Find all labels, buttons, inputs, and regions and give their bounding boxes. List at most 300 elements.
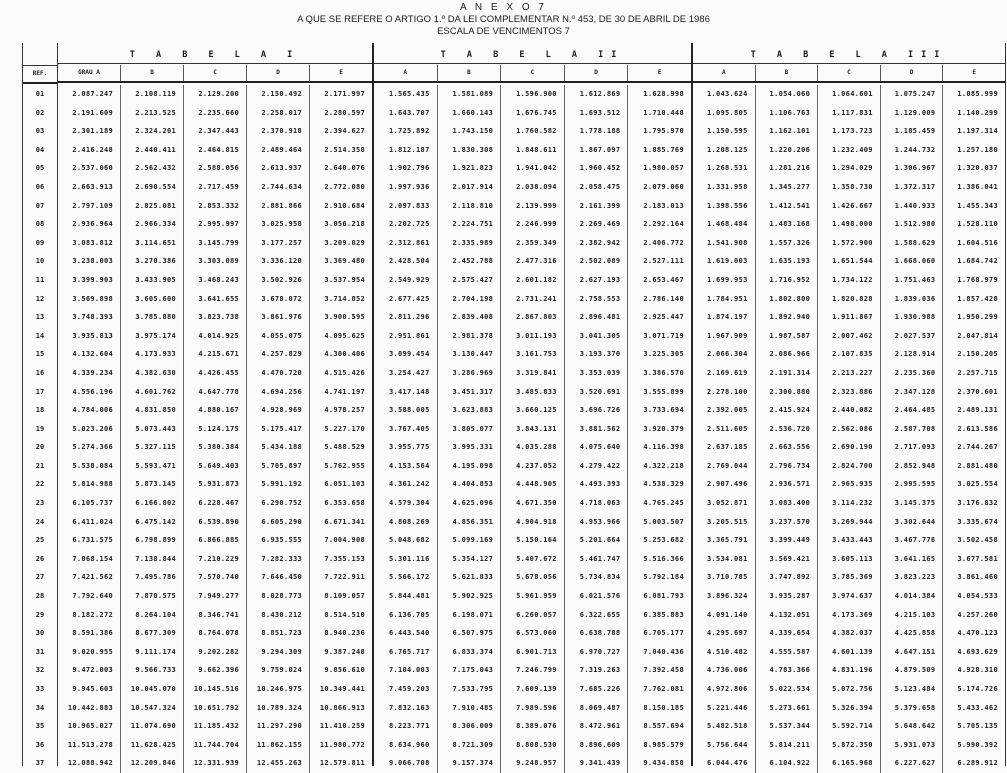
- table-cell: 2.587.708: [881, 420, 944, 439]
- table-cell: 2.824.700: [818, 457, 881, 476]
- table-cell: 7.210.229: [184, 550, 247, 569]
- col-header: D: [881, 65, 944, 81]
- table-cell: 1.129.009: [881, 104, 944, 123]
- table-cell: 1.426.667: [818, 197, 881, 216]
- table-cell: 1.911.867: [818, 308, 881, 327]
- table-cell: 3.145.799: [184, 234, 247, 253]
- table-cell: 2.347.443: [184, 122, 247, 141]
- table-cell: 8.150.185: [643, 703, 684, 712]
- table-row: [693, 345, 1005, 364]
- table-row: [693, 197, 1005, 216]
- table-cell: 2.925.447: [643, 313, 684, 322]
- table-cell: 7.646.450: [247, 568, 310, 587]
- table-row: [693, 420, 1005, 439]
- table-cell: 3.605.600: [121, 290, 184, 309]
- table-cell: 3.177.257: [247, 234, 310, 253]
- ref-column: [22, 43, 58, 766]
- table-cell: 2.995.595: [881, 475, 944, 494]
- table-cell: 2.415.924: [756, 401, 819, 420]
- ref-cell: 11: [35, 275, 45, 284]
- table-cell: 9.662.396: [184, 661, 247, 680]
- table-cell: 1.140.299: [957, 108, 998, 117]
- table-cell: 8.430.212: [247, 606, 310, 625]
- ref-body: [23, 85, 57, 773]
- ref-cell: 35: [35, 722, 45, 731]
- table-row: [693, 736, 1005, 755]
- table-row: [693, 308, 1005, 327]
- table-cell: 2.514.358: [324, 145, 365, 154]
- table-cell: 8.677.309: [121, 624, 184, 643]
- table-cell: 7.989.596: [501, 699, 565, 718]
- table-row: [58, 383, 372, 402]
- table-row: [693, 234, 1005, 253]
- table-cell: 1.950.299: [957, 313, 998, 322]
- ref-cell: 13: [35, 313, 45, 322]
- table-row: [374, 531, 691, 550]
- table-row: [374, 141, 691, 160]
- salary-scale-sheet: [22, 43, 1007, 766]
- table-cell: 6.705.177: [643, 629, 684, 638]
- table-cell: 2.936.964: [58, 215, 121, 234]
- table-cell: 7.138.844: [121, 550, 184, 569]
- table-cell: 1.857.428: [957, 294, 998, 303]
- table-row: [693, 401, 1005, 420]
- table-row: [693, 754, 1005, 773]
- table-cell: 3.502.458: [957, 536, 998, 545]
- table-cell: 9.387.248: [324, 647, 365, 656]
- table-cell: 11.980.772: [319, 740, 365, 749]
- table-cell: 2.464.485: [881, 401, 944, 420]
- table-row: [58, 104, 372, 123]
- table-row: [374, 494, 691, 513]
- table-cell: 5.301.116: [374, 550, 438, 569]
- tabela-iii: [693, 43, 1006, 766]
- table-cell: 3.399.903: [58, 271, 121, 290]
- table-row: [374, 661, 691, 680]
- table-row: [58, 122, 372, 141]
- table-cell: 1.902.796: [374, 159, 438, 178]
- ref-cell: 19: [35, 424, 45, 433]
- table-cell: 2.370.918: [247, 122, 310, 141]
- table-row: [58, 606, 372, 625]
- table-cell: 5.734.834: [565, 568, 629, 587]
- table-cell: 7.570.740: [184, 568, 247, 587]
- table-cell: 6.539.890: [184, 513, 247, 532]
- table-cell: 3.677.581: [957, 554, 998, 563]
- table-cell: 3.099.454: [374, 345, 438, 364]
- table-cell: 2.907.496: [693, 475, 756, 494]
- table-cell: 3.748.393: [58, 308, 121, 327]
- table-cell: 1.117.831: [818, 104, 881, 123]
- table-cell: 2.786.140: [643, 294, 684, 303]
- table-row: [693, 568, 1005, 587]
- table-row: [58, 457, 372, 476]
- table-cell: 4.493.393: [565, 475, 629, 494]
- table-cell: 1.830.308: [438, 141, 502, 160]
- table-cell: 4.538.329: [643, 480, 684, 489]
- table-cell: 9.472.003: [58, 661, 121, 680]
- table-row: [693, 624, 1005, 643]
- table-cell: 10.651.792: [184, 699, 247, 718]
- col-header: C: [184, 65, 247, 81]
- table-cell: 2.981.378: [438, 327, 502, 346]
- ref-cell: 09: [35, 238, 45, 247]
- table-cell: 3.733.694: [643, 406, 684, 415]
- table-cell: 2.717.459: [184, 178, 247, 197]
- table-row: [58, 252, 372, 271]
- col-header: E: [339, 69, 343, 76]
- table-cell: 12.209.846: [121, 754, 184, 773]
- table-cell: 2.382.942: [565, 234, 629, 253]
- table-cell: 5.537.344: [756, 717, 819, 736]
- table-cell: 11.862.155: [247, 736, 310, 755]
- ref-cell: 23: [35, 499, 45, 508]
- table-cell: 2.097.833: [374, 197, 438, 216]
- table-row: [374, 420, 691, 439]
- table-cell: 4.237.052: [501, 457, 565, 476]
- table-cell: 4.647.151: [881, 643, 944, 662]
- table-cell: 2.169.619: [693, 364, 756, 383]
- table-row: [58, 401, 372, 420]
- table-cell: 9.759.024: [247, 661, 310, 680]
- table-cell: 2.202.725: [374, 215, 438, 234]
- table-cell: 6.866.885: [184, 531, 247, 550]
- table-cell: 7.495.786: [121, 568, 184, 587]
- table-cell: 1.619.003: [693, 252, 756, 271]
- ref-cell: 12: [35, 294, 45, 303]
- table-row: [693, 271, 1005, 290]
- table-cell: 1.760.582: [501, 122, 565, 141]
- table-cell: 2.213.525: [121, 104, 184, 123]
- table-cell: 1.643.707: [374, 104, 438, 123]
- table-cell: 5.073.443: [121, 420, 184, 439]
- table-row: [58, 699, 372, 718]
- table-cell: 1.257.180: [957, 145, 998, 154]
- table-cell: 5.023.206: [58, 420, 121, 439]
- table-cell: 4.014.384: [881, 587, 944, 606]
- table-cell: 3.238.003: [58, 252, 121, 271]
- table-cell: 4.470.720: [247, 364, 310, 383]
- table-row: [58, 475, 372, 494]
- table-cell: 4.904.918: [501, 513, 565, 532]
- table-row: [693, 699, 1005, 718]
- table-row: [374, 178, 691, 197]
- table-cell: 2.704.198: [438, 290, 502, 309]
- table-cell: 3.555.899: [643, 387, 684, 396]
- table-cell: 5.003.507: [643, 517, 684, 526]
- table-cell: 8.764.078: [184, 624, 247, 643]
- table-cell: 4.953.966: [565, 513, 629, 532]
- table-row: [693, 252, 1005, 271]
- table-cell: 2.150.205: [957, 350, 998, 359]
- table-cell: 6.081.793: [643, 592, 684, 601]
- table-cell: 4.831.850: [121, 401, 184, 420]
- table-cell: 2.347.128: [881, 383, 944, 402]
- ref-cell: 27: [35, 573, 45, 582]
- table-cell: 3.785.880: [121, 308, 184, 327]
- table-row: [374, 587, 691, 606]
- table-row: [693, 587, 1005, 606]
- ref-cell: 25: [35, 536, 45, 545]
- table-cell: 4.784.006: [58, 401, 121, 420]
- table-cell: 2.278.100: [693, 383, 756, 402]
- table-cell: 2.392.005: [693, 401, 756, 420]
- table-cell: 4.425.858: [881, 624, 944, 643]
- table-cell: 5.354.127: [438, 550, 502, 569]
- table-cell: 5.124.175: [184, 420, 247, 439]
- table-cell: 2.966.334: [121, 215, 184, 234]
- table-cell: 9.020.955: [58, 643, 121, 662]
- table-cell: 8.109.057: [324, 592, 365, 601]
- table-cell: 6.573.060: [501, 624, 565, 643]
- table-row: [374, 364, 691, 383]
- table-cell: 5.648.642: [881, 717, 944, 736]
- table-cell: 3.209.029: [324, 238, 365, 247]
- table-row: [374, 717, 691, 736]
- table-cell: 1.306.967: [881, 159, 944, 178]
- tabela-i-body: [58, 85, 372, 773]
- table-cell: 2.811.296: [374, 308, 438, 327]
- table-cell: 1.660.143: [438, 104, 502, 123]
- table-cell: 6.198.071: [438, 606, 502, 625]
- table-cell: 2.951.861: [374, 327, 438, 346]
- table-row: [58, 420, 372, 439]
- table-cell: 5.762.955: [324, 461, 365, 470]
- table-row: [58, 159, 372, 178]
- table-row: [374, 104, 691, 123]
- table-cell: 7.355.153: [324, 554, 365, 563]
- table-cell: 6.638.788: [565, 624, 629, 643]
- table-cell: 9.248.957: [501, 754, 565, 773]
- table-row: [374, 736, 691, 755]
- table-cell: 3.145.375: [881, 494, 944, 513]
- ref-cell: 18: [35, 406, 45, 415]
- ref-cell: 32: [35, 666, 45, 675]
- table-cell: 1.095.805: [693, 104, 756, 123]
- table-cell: 7.068.154: [58, 550, 121, 569]
- table-cell: 7.533.795: [438, 680, 502, 699]
- table-cell: 3.955.775: [374, 438, 438, 457]
- table-row: [374, 513, 691, 532]
- table-cell: 2.058.475: [565, 178, 629, 197]
- table-cell: 4.215.671: [184, 345, 247, 364]
- table-cell: 2.537.060: [58, 159, 121, 178]
- table-row: [693, 364, 1005, 383]
- table-cell: 2.452.788: [438, 252, 502, 271]
- table-cell: 5.433.462: [957, 703, 998, 712]
- table-cell: 12.455.263: [247, 754, 310, 773]
- table-cell: 11.744.704: [184, 736, 247, 755]
- table-cell: 4.647.778: [184, 383, 247, 402]
- table-cell: 5.150.164: [501, 531, 565, 550]
- table-cell: 8.721.309: [438, 736, 502, 755]
- table-cell: 3.623.883: [438, 401, 502, 420]
- table-cell: 1.874.197: [693, 308, 756, 327]
- table-cell: 1.232.409: [818, 141, 881, 160]
- table-cell: 2.079.060: [643, 182, 684, 191]
- table-cell: 4.382.630: [121, 364, 184, 383]
- table-cell: 7.392.458: [643, 666, 684, 675]
- table-cell: 4.856.351: [438, 513, 502, 532]
- table-cell: 3.975.174: [121, 327, 184, 346]
- table-cell: 3.537.954: [324, 275, 365, 284]
- table-cell: 3.225.305: [643, 350, 684, 359]
- table-cell: 6.228.467: [184, 494, 247, 513]
- table-cell: 3.995.331: [438, 438, 502, 457]
- table-cell: 7.104.003: [374, 661, 438, 680]
- ref-cell: 37: [35, 759, 45, 768]
- table-row: [58, 364, 372, 383]
- ref-cell: 20: [35, 443, 45, 452]
- table-row: [58, 308, 372, 327]
- table-cell: 4.470.123: [957, 629, 998, 638]
- table-cell: 4.972.806: [693, 680, 756, 699]
- table-cell: 10.045.070: [121, 680, 184, 699]
- table-cell: 3.205.515: [693, 513, 756, 532]
- table-cell: 6.731.575: [58, 531, 121, 550]
- ref-cell: 22: [35, 480, 45, 489]
- table-cell: 5.756.644: [693, 736, 756, 755]
- tabela-i-title: T A B E L A I: [58, 47, 372, 64]
- table-cell: 3.843.131: [501, 420, 565, 439]
- table-cell: 10.866.913: [319, 703, 365, 712]
- table-cell: 3.502.926: [247, 271, 310, 290]
- table-cell: 5.678.056: [501, 568, 565, 587]
- table-cell: 10.965.027: [58, 717, 121, 736]
- table-cell: 1.848.611: [501, 141, 565, 160]
- table-cell: 2.965.935: [818, 475, 881, 494]
- table-cell: 6.901.713: [501, 643, 565, 662]
- table-cell: 3.468.243: [184, 271, 247, 290]
- table-cell: 2.191.314: [756, 364, 819, 383]
- table-cell: 11.513.278: [58, 736, 121, 755]
- table-cell: 7.246.799: [501, 661, 565, 680]
- table-cell: 2.489.464: [247, 141, 310, 160]
- ref-cell: 07: [35, 201, 45, 210]
- table-cell: 1.398.556: [693, 197, 756, 216]
- table-cell: 3.114.232: [818, 494, 881, 513]
- table-cell: 2.224.751: [438, 215, 502, 234]
- table-cell: 3.569.898: [58, 290, 121, 309]
- table-cell: 2.839.408: [438, 308, 502, 327]
- table-cell: 6.671.341: [324, 517, 365, 526]
- table-cell: 4.404.853: [438, 475, 502, 494]
- table-cell: 2.171.997: [324, 90, 365, 98]
- table-cell: 2.323.886: [818, 383, 881, 402]
- table-cell: 6.443.540: [374, 624, 438, 643]
- table-cell: 5.099.169: [438, 531, 502, 550]
- table-cell: 10.442.883: [58, 699, 121, 718]
- table-cell: 2.690.190: [818, 438, 881, 457]
- table-cell: 1.572.900: [818, 234, 881, 253]
- table-cell: 2.335.989: [438, 234, 502, 253]
- table-row: [58, 661, 372, 680]
- table-cell: 2.324.201: [121, 122, 184, 141]
- ref-cell: 29: [35, 610, 45, 619]
- table-cell: 3.365.791: [693, 531, 756, 550]
- table-cell: 4.095.625: [324, 331, 365, 340]
- table-cell: 6.104.922: [756, 754, 819, 773]
- table-cell: 2.853.332: [184, 197, 247, 216]
- table-cell: 4.257.260: [957, 610, 998, 619]
- table-cell: 1.106.763: [756, 104, 819, 123]
- table-row: [58, 494, 372, 513]
- table-cell: 1.412.541: [756, 197, 819, 216]
- table-cell: 6.044.476: [693, 754, 756, 773]
- table-row: [58, 197, 372, 216]
- table-cell: 2.640.076: [324, 164, 365, 173]
- table-cell: 3.467.776: [881, 531, 944, 550]
- table-cell: 3.270.386: [121, 252, 184, 271]
- table-cell: 4.741.197: [324, 387, 365, 396]
- table-cell: 2.663.913: [58, 178, 121, 197]
- table-cell: 5.048.682: [374, 531, 438, 550]
- table-cell: 2.995.997: [184, 215, 247, 234]
- table-cell: 1.820.828: [818, 290, 881, 309]
- table-row: [374, 754, 691, 773]
- table-cell: 3.660.125: [501, 401, 565, 420]
- table-cell: 1.173.723: [818, 122, 881, 141]
- table-cell: 1.921.823: [438, 159, 502, 178]
- col-header: C: [818, 65, 881, 81]
- table-row: [58, 717, 372, 736]
- table-cell: 4.736.006: [693, 661, 756, 680]
- ref-cell: 01: [35, 90, 45, 98]
- table-cell: 5.931.873: [184, 475, 247, 494]
- table-cell: 5.902.925: [438, 587, 502, 606]
- table-row: [693, 178, 1005, 197]
- table-cell: 6.136.705: [374, 606, 438, 625]
- table-cell: 4.556.196: [58, 383, 121, 402]
- table-row: [58, 345, 372, 364]
- table-cell: 3.052.871: [693, 494, 756, 513]
- table-cell: 1.635.193: [756, 252, 819, 271]
- table-cell: 1.345.277: [756, 178, 819, 197]
- table-cell: 1.725.892: [374, 122, 438, 141]
- table-row: [374, 308, 691, 327]
- table-cell: 2.007.462: [818, 327, 881, 346]
- table-cell: 2.731.241: [501, 290, 565, 309]
- table-row: [693, 327, 1005, 346]
- table-row: [374, 252, 691, 271]
- table-row: [693, 531, 1005, 550]
- table-cell: 12.579.811: [319, 759, 365, 768]
- table-cell: 2.394.627: [324, 127, 365, 136]
- table-row: [693, 290, 1005, 309]
- table-cell: 2.881.480: [957, 461, 998, 470]
- table-row: [374, 215, 691, 234]
- table-cell: 4.928.310: [957, 666, 998, 675]
- table-cell: 6.970.727: [565, 643, 629, 662]
- table-cell: 8.985.579: [643, 740, 684, 749]
- table-cell: 8.896.609: [565, 736, 629, 755]
- table-cell: 4.625.096: [438, 494, 502, 513]
- table-cell: 7.910.485: [438, 699, 502, 718]
- table-row: [693, 643, 1005, 662]
- table-cell: 8.069.487: [565, 699, 629, 718]
- col-header: B: [756, 65, 819, 81]
- table-cell: 5.253.682: [643, 536, 684, 545]
- table-cell: 5.326.394: [818, 699, 881, 718]
- table-row: [374, 568, 691, 587]
- table-cell: 2.370.601: [957, 387, 998, 396]
- table-cell: 4.808.269: [374, 513, 438, 532]
- table-cell: 2.536.720: [756, 420, 819, 439]
- table-cell: 1.557.326: [756, 234, 819, 253]
- table-cell: 2.038.094: [501, 178, 565, 197]
- table-cell: 8.557.694: [643, 722, 684, 731]
- table-cell: 3.900.595: [324, 313, 365, 322]
